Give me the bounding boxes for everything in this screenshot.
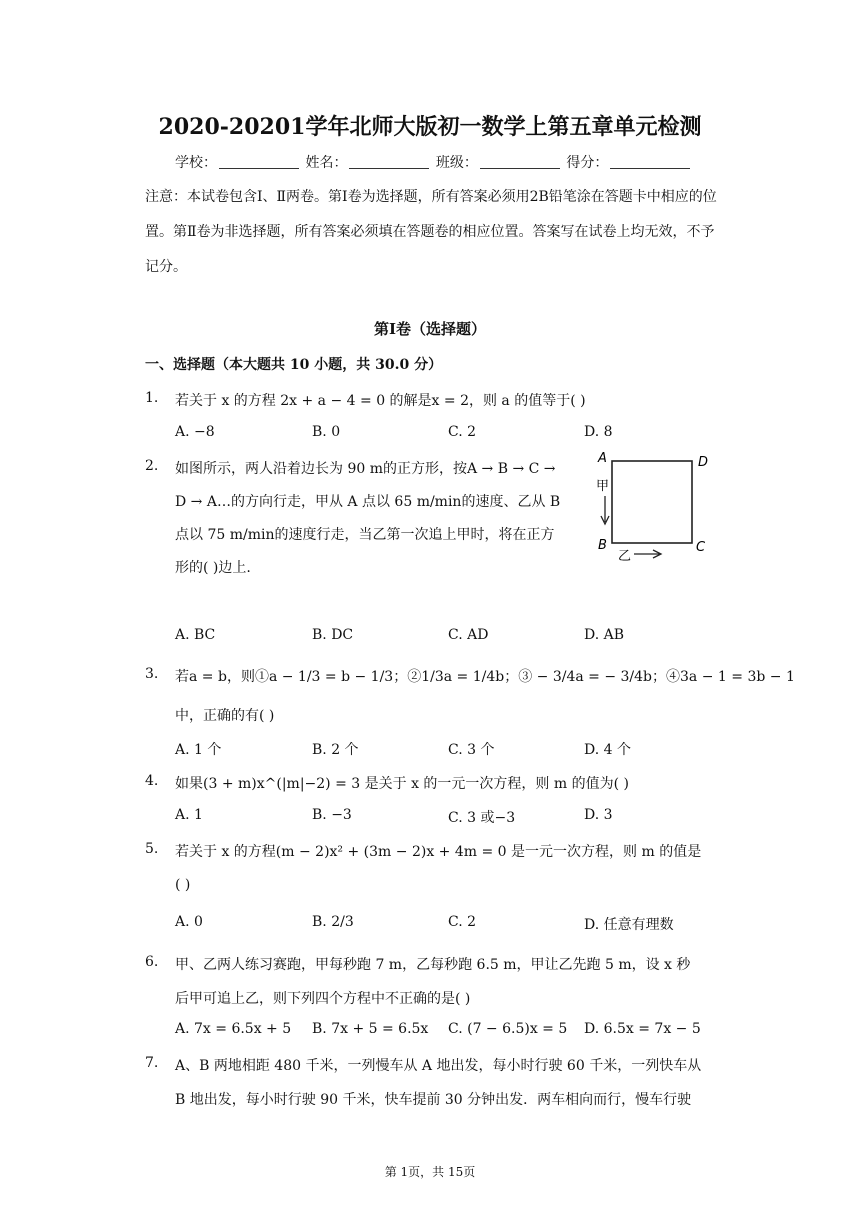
question-text: 若关于 x 的方程 2x + a − 4 = 0 的解是x = 2，则 a 的值等于( ) xyxy=(175,393,586,409)
label-b: B xyxy=(598,538,607,553)
option-c: C. 2 xyxy=(448,914,477,930)
question-text: 若a = b，则①a − 1/3 = b − 1/3；②1/3a = 1/4b；③ − 3/4a = − 3/4b；④3a − 1 = 3b − 1 xyxy=(175,669,795,685)
question-text: 如图所示，两人沿着边长为 90 m的正方形，按A → B → C → xyxy=(175,461,556,477)
option-a: A. −8 xyxy=(175,424,215,440)
option-c: C. (7 − 6.5)x = 5 xyxy=(448,1021,568,1037)
school-label: 学校： xyxy=(175,155,217,171)
school-blank xyxy=(219,154,299,169)
option-c: C. 3 个 xyxy=(448,742,495,758)
label-a: A xyxy=(598,451,607,466)
question-text: 如果(3 + m)x^(|m|−2) = 3 是关于 x 的一元一次方程，则 m 的值为( ) xyxy=(175,776,629,792)
question-number: 7. xyxy=(145,1055,159,1071)
option-a: A. 1 个 xyxy=(175,742,222,758)
label-c: C xyxy=(696,540,706,555)
option-d: D. 6.5x = 7x − 5 xyxy=(584,1021,701,1037)
option-a: A. 1 xyxy=(175,807,203,823)
label-d: D xyxy=(698,455,709,470)
option-d: D. 8 xyxy=(584,424,613,440)
question-number: 6. xyxy=(145,954,159,970)
question-text: A、B 两地相距 480 千米，一列慢车从 A 地出发，每小时行驶 60 千米，一列快车从 xyxy=(175,1058,702,1074)
square-path-figure xyxy=(590,448,715,563)
score-blank xyxy=(610,154,690,169)
question-text: ( ) xyxy=(175,877,191,893)
option-b: B. −3 xyxy=(312,807,352,823)
score-label: 得分： xyxy=(566,155,609,171)
question-number: 4. xyxy=(145,773,159,789)
option-a: A. 0 xyxy=(175,914,203,930)
class-label: 班级： xyxy=(435,155,478,171)
question-text: 甲、乙两人练习赛跑，甲每秒跑 7 m，乙每秒跑 6.5 m，甲让乙先跑 5 m，设 x 秒 xyxy=(175,957,691,973)
option-c: C. AD xyxy=(448,627,489,643)
question-number: 5. xyxy=(145,841,159,857)
section-heading: 一、选择题（本大题共 10 小题，共 30.0 分） xyxy=(145,357,443,373)
question-number: 3. xyxy=(145,666,159,682)
option-b: B. DC xyxy=(312,627,354,643)
option-d: D. 4 个 xyxy=(584,742,631,758)
question-text: 中，正确的有( ) xyxy=(175,708,275,724)
option-c: C. 3 或−3 xyxy=(448,810,516,826)
square xyxy=(612,461,692,543)
question-text: B 地出发，每小时行驶 90 千米，快车提前 30 分钟出发．两车相向而行，慢车行驶 xyxy=(175,1092,692,1108)
option-b: B. 0 xyxy=(312,424,341,440)
part-title: 第Ⅰ卷（选择题） xyxy=(373,320,487,338)
page-footer: 第 1页，共 15页 xyxy=(384,1165,476,1179)
option-d: D. 任意有理数 xyxy=(584,917,674,933)
question-text: 后甲可追上乙，则下列四个方程中不正确的是( ) xyxy=(175,991,471,1007)
option-b: B. 7x + 5 = 6.5x xyxy=(312,1021,429,1037)
option-c: C. 2 xyxy=(448,424,477,440)
option-d: D. 3 xyxy=(584,807,613,823)
option-a: A. 7x = 6.5x + 5 xyxy=(175,1021,292,1037)
option-a: A. BC xyxy=(175,627,216,643)
student-info-line xyxy=(175,152,692,172)
option-b: B. 2 个 xyxy=(312,742,359,758)
option-d: D. AB xyxy=(584,627,625,643)
question-text: 点以 75 m/min的速度行走，当乙第一次追上甲时，将在正方 xyxy=(175,527,555,543)
label-yi: 乙 xyxy=(618,549,632,563)
label-jia: 甲 xyxy=(596,479,610,494)
question-text: D → A…的方向行走，甲从 A 点以 65 m/min的速度、乙从 B xyxy=(175,494,561,510)
exam-notice: 注意：本试卷包含Ⅰ、Ⅱ两卷。第Ⅰ卷为选择题，所有答案必须用2B铅笔涂在答题卡中相应的位置。第Ⅱ卷为非选择题，所有答案必须填在答题卷的相应位置。答案写在试卷上均无效，不予记分。 xyxy=(145,189,717,275)
name-blank xyxy=(349,154,429,169)
question-number: 1. xyxy=(145,390,159,406)
question-number: 2. xyxy=(145,458,159,474)
class-blank xyxy=(480,154,560,169)
page-title: 2020-20201学年北师大版初一数学上第五章单元检测 xyxy=(158,114,702,140)
question-text: 形的( )边上. xyxy=(175,560,251,576)
question-text: 若关于 x 的方程(m − 2)x² + (3m − 2)x + 4m = 0 是一元一次方程，则 m 的值是 xyxy=(175,844,702,860)
name-label: 姓名： xyxy=(305,155,348,171)
option-b: B. 2/3 xyxy=(312,914,354,930)
